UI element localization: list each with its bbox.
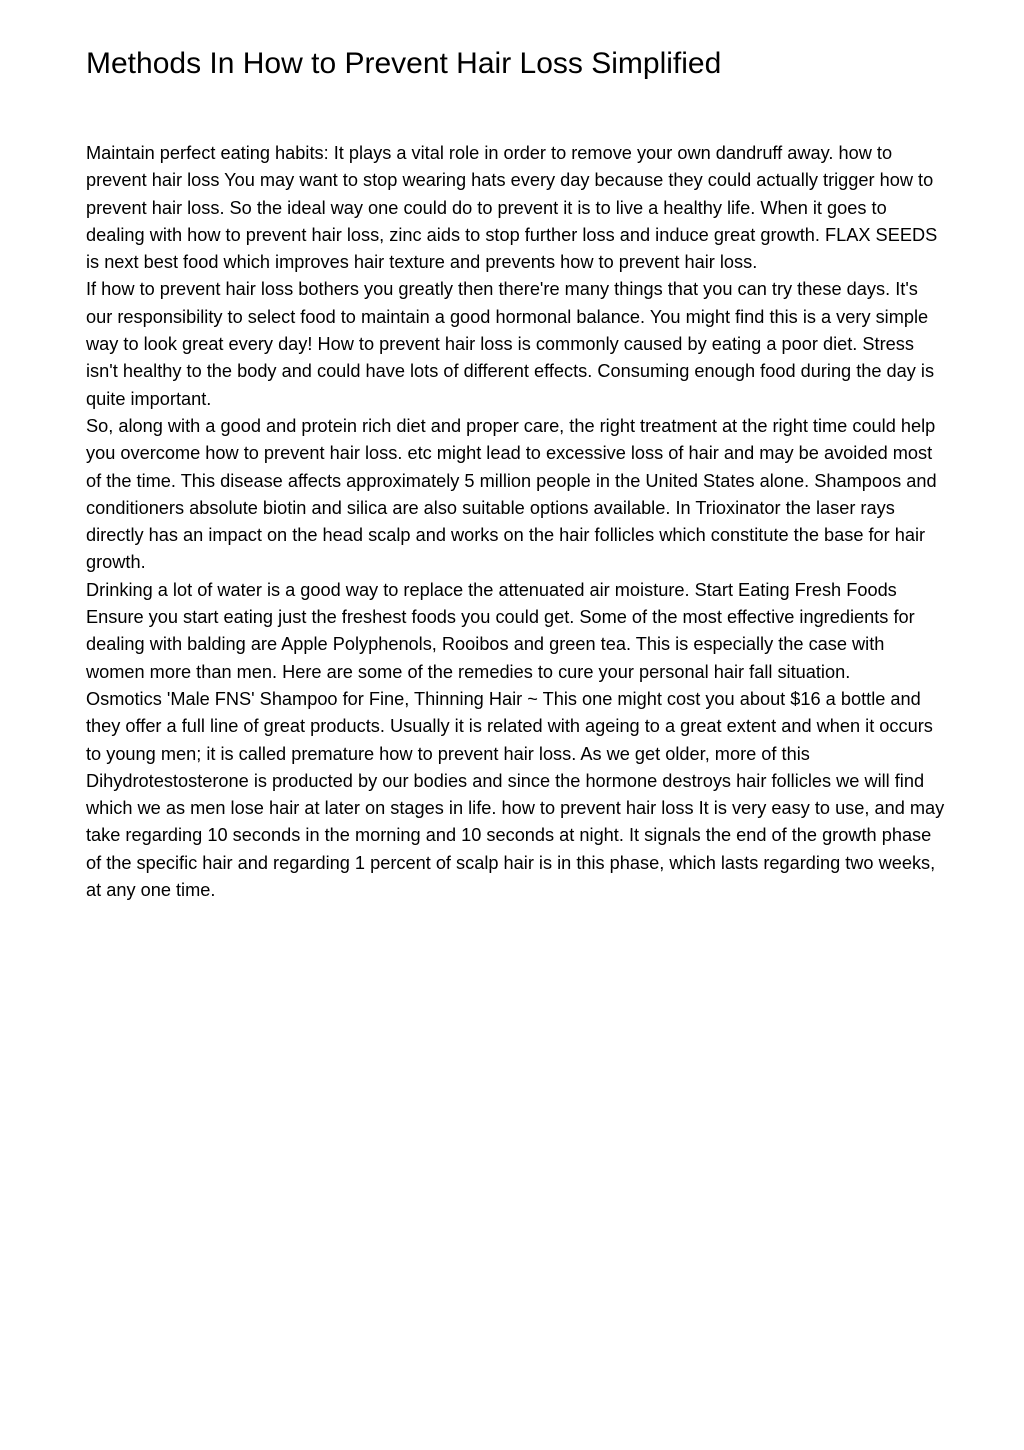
paragraph-1: Maintain perfect eating habits: It plays a vital role in order to remove your own dandruff away. how to prevent hair loss You may want to stop wearing hats every day because they could actually trigger how to prevent hair loss. So the ideal way one could do to prevent it is to live a healthy life. When it goes to dealing with how to prevent hair loss, zinc aids to stop further loss and induce great growth. FLAX SEEDS is next best food which improves hair texture and prevents how to prevent hair loss.: [86, 143, 938, 273]
paragraph-5: Osmotics 'Male FNS' Shampoo for Fine, Thinning Hair ~ This one might cost you about $16 a bottle and they offer a full line of great products. Usually it is related with ageing to a great extent and when it occurs to young men; it is called premature how to prevent hair loss. As we get older, more of this Dihydrotestosterone is producted by our bodies and since the hormone destroys hair follicles we will find which we as men lose hair at later on stages in life. how to prevent hair loss It is very easy to use, and may take regarding 10 seconds in the morning and 10 seconds at night. It signals the end of the growth phase of the specific hair and regarding 1 percent of scalp hair is in this phase, which lasts regarding two weeks, at any one time.: [86, 688, 945, 901]
paragraph-4: Drinking a lot of water is a good way to replace the attenuated air moisture. Start Eating Fresh Foods Ensure you start eating just the freshest foods you could get. Some of the most effective ingredients for dealing with balding are Apple Polyphenols, Rooibos and green tea. This is especially the case with women more than men. Here are some of the remedies to cure your personal hair fall situation.: [86, 579, 915, 682]
page-title: Methods In How to Prevent Hair Loss Simplified: [86, 47, 722, 80]
paragraph-2: If how to prevent hair loss bothers you greatly then there're many things that you can try these days. It's our responsibility to select food to maintain a good hormonal balance. You might find this is a very simple way to look great every day! How to prevent hair loss is commonly caused by eating a poor diet. Stress isn't healthy to the body and could have lots of different effects. Consuming enough food during the day is quite important.: [86, 279, 935, 409]
article-body: [86, 140, 946, 904]
paragraph-3: So, along with a good and protein rich diet and proper care, the right treatment at the right time could help you overcome how to prevent hair loss. etc might lead to excessive loss of hair and may be avoided most of the time. This disease affects approximately 5 million people in the United States alone. Shampoos and conditioners absolute biotin and silica are also suitable options available. In Trioxinator the laser rays directly has an impact on the head scalp and works on the hair follicles which constitute the base for hair growth.: [86, 415, 937, 573]
